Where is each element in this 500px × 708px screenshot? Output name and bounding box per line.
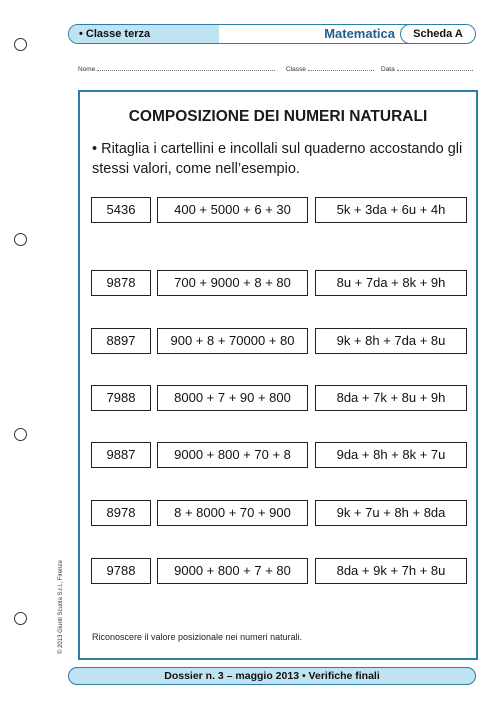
copyright-note: © 2013 Giunti Scuola S.r.l., Firenze bbox=[58, 560, 64, 654]
number-card[interactable]: 5436 bbox=[91, 197, 151, 223]
sum-card[interactable]: 900 + 8 + 70000 + 80 bbox=[157, 328, 308, 354]
name-field[interactable] bbox=[78, 63, 275, 75]
class-field[interactable] bbox=[286, 63, 374, 75]
instruction-text: • Ritaglia i cartellini e incollali sul quaderno accostando gli stessi valori, come nell’esempio. bbox=[92, 141, 463, 177]
number-card[interactable]: 8978 bbox=[91, 500, 151, 526]
sheet-label: Scheda A bbox=[400, 24, 476, 44]
units-card[interactable]: 8da + 7k + 8u + 9h bbox=[315, 385, 467, 411]
sum-card[interactable]: 8 + 8000 + 70 + 900 bbox=[157, 500, 308, 526]
footer-bar: Dossier n. 3 – maggio 2013 • Verifiche finali bbox=[68, 667, 476, 685]
number-card[interactable]: 7988 bbox=[91, 385, 151, 411]
date-line[interactable] bbox=[397, 63, 473, 71]
number-card[interactable]: 9878 bbox=[91, 270, 151, 296]
number-card[interactable]: 9788 bbox=[91, 558, 151, 584]
header-bar bbox=[68, 24, 476, 44]
name-label: Nome bbox=[78, 66, 96, 73]
sum-card[interactable]: 700 + 9000 + 8 + 80 bbox=[157, 270, 308, 296]
binder-hole bbox=[14, 38, 27, 51]
subject-label: Matematica bbox=[324, 26, 395, 41]
date-field[interactable] bbox=[381, 63, 473, 75]
sum-card[interactable]: 9000 + 800 + 70 + 8 bbox=[157, 442, 308, 468]
units-card[interactable]: 9da + 8h + 8k + 7u bbox=[315, 442, 467, 468]
name-line[interactable] bbox=[97, 63, 275, 71]
class-level-label: • Classe terza bbox=[69, 25, 219, 43]
sum-card[interactable]: 9000 + 800 + 7 + 80 bbox=[157, 558, 308, 584]
number-card[interactable]: 9887 bbox=[91, 442, 151, 468]
number-card[interactable]: 8897 bbox=[91, 328, 151, 354]
units-card[interactable]: 8u + 7da + 8k + 9h bbox=[315, 270, 467, 296]
units-card[interactable]: 9k + 7u + 8h + 8da bbox=[315, 500, 467, 526]
worksheet-title: COMPOSIZIONE DEI NUMERI NATURALI bbox=[128, 108, 428, 125]
units-card[interactable]: 9k + 8h + 7da + 8u bbox=[315, 328, 467, 354]
date-label: Data bbox=[381, 66, 395, 73]
class-field-label: Classe bbox=[286, 66, 306, 73]
binder-hole bbox=[14, 428, 27, 441]
sum-card[interactable]: 400 + 5000 + 6 + 30 bbox=[157, 197, 308, 223]
units-card[interactable]: 8da + 9k + 7h + 8u bbox=[315, 558, 467, 584]
class-line[interactable] bbox=[308, 63, 374, 71]
worksheet-panel bbox=[78, 90, 478, 660]
binder-hole bbox=[14, 233, 27, 246]
sum-card[interactable]: 8000 + 7 + 90 + 800 bbox=[157, 385, 308, 411]
units-card[interactable]: 5k + 3da + 6u + 4h bbox=[315, 197, 467, 223]
learning-objective: Riconoscere il valore posizionale nei numeri naturali. bbox=[92, 632, 303, 642]
binder-hole bbox=[14, 612, 27, 625]
